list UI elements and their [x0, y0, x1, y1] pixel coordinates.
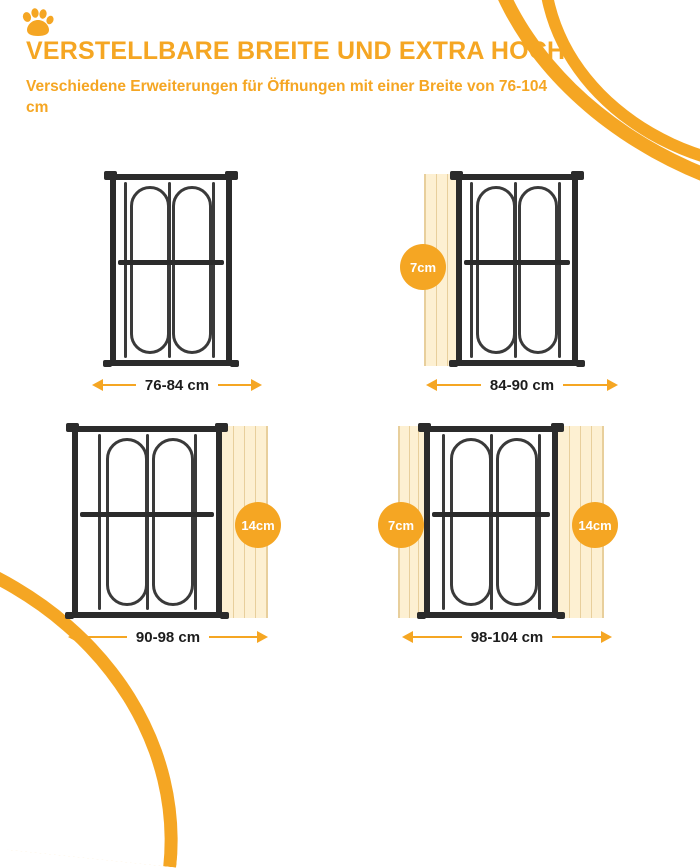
gate-arch — [450, 438, 492, 606]
wood-plank-line — [569, 426, 570, 618]
gate-post-right — [572, 174, 578, 366]
gate-frame-top — [424, 426, 558, 432]
dimension-arrow-right — [257, 631, 268, 643]
gate-bar — [98, 434, 101, 610]
gate-mount-screw — [220, 612, 229, 619]
gate-bar — [470, 182, 473, 358]
dimension-value: 90-98 cm — [127, 629, 209, 646]
panel-illustration — [352, 160, 692, 372]
panel-illustration — [10, 160, 350, 372]
gate-frame-bottom — [424, 612, 558, 618]
gate-mount-screw — [449, 360, 458, 367]
extension-callout-bubble: 7cm — [378, 502, 424, 548]
gate-mount-knob — [225, 171, 238, 180]
gate-bar — [558, 182, 561, 358]
gate-arch — [106, 438, 148, 606]
page-title: VERSTELLBARE BREITE UND EXTRA HOCH — [26, 37, 566, 65]
dimension-label-row — [426, 368, 618, 402]
gate-latch-bar — [432, 512, 550, 517]
panel-illustration — [10, 412, 350, 624]
diagram-panel-76-84 — [10, 160, 350, 410]
gate-frame-bottom — [72, 612, 222, 618]
gate-bar — [194, 434, 197, 610]
diagram-panel-90-98 — [10, 412, 350, 662]
gate-bar — [538, 434, 541, 610]
gate-arch — [152, 438, 194, 606]
dimension-label-row — [402, 620, 612, 654]
gate-post-left — [110, 174, 116, 366]
gate-mount-screw — [65, 612, 74, 619]
gate-post-left — [424, 426, 430, 618]
gate-post-right — [216, 426, 222, 618]
gate-frame-bottom — [110, 360, 232, 366]
gate-bar — [168, 182, 171, 358]
dimension-label-row — [68, 620, 268, 654]
gate-mount-screw — [230, 360, 239, 367]
wood-plank-line — [447, 174, 448, 366]
gate-arch — [496, 438, 538, 606]
gate-mount-knob — [450, 171, 463, 180]
wood-plank-line — [233, 426, 234, 618]
gate-latch-bar — [464, 260, 570, 265]
gate-arch — [518, 186, 558, 354]
gate-frame-top — [110, 174, 232, 180]
gate-latch-bar — [80, 512, 214, 517]
safety-gate — [72, 426, 222, 618]
safety-gate — [110, 174, 232, 366]
gate-post-left — [72, 426, 78, 618]
diagram-panel-98-104 — [352, 412, 692, 662]
gate-bar — [146, 434, 149, 610]
gate-mount-knob — [66, 423, 79, 432]
header — [26, 36, 566, 118]
gate-mount-knob — [104, 171, 117, 180]
gate-post-left — [456, 174, 462, 366]
gate-bar — [490, 434, 493, 610]
dimension-value: 76-84 cm — [136, 377, 218, 394]
diagram-panel-84-90 — [352, 160, 692, 410]
gate-post-right — [226, 174, 232, 366]
gate-bar — [124, 182, 127, 358]
extension-callout-bubble: 14cm — [235, 502, 281, 548]
gate-mount-screw — [103, 360, 112, 367]
gate-mount-knob — [418, 423, 431, 432]
gate-arch — [130, 186, 170, 354]
gate-frame-bottom — [456, 360, 578, 366]
paw-print-icon — [20, 8, 54, 38]
extension-callout-bubble: 7cm — [400, 244, 446, 290]
gate-arch — [476, 186, 516, 354]
gate-mount-knob — [571, 171, 584, 180]
gate-frame-top — [456, 174, 578, 180]
gate-mount-screw — [417, 612, 426, 619]
dimension-value: 84-90 cm — [481, 377, 563, 394]
gate-mount-screw — [556, 612, 565, 619]
dimension-arrow-right — [251, 379, 262, 391]
gate-bar — [514, 182, 517, 358]
safety-gate — [424, 426, 558, 618]
safety-gate — [456, 174, 578, 366]
gate-frame-top — [72, 426, 222, 432]
gate-bar — [212, 182, 215, 358]
gate-mount-screw — [576, 360, 585, 367]
page-subtitle: Verschiedene Erweiterungen für Öffnungen mit einer Breite von 76-104 cm — [26, 77, 548, 116]
gate-post-right — [552, 426, 558, 618]
gate-latch-bar — [118, 260, 224, 265]
gate-bar — [442, 434, 445, 610]
gate-mount-knob — [215, 423, 228, 432]
dimension-label-row — [92, 368, 262, 402]
dimension-value: 98-104 cm — [462, 629, 553, 646]
dimension-arrow-right — [601, 631, 612, 643]
gate-arch — [172, 186, 212, 354]
gate-mount-knob — [551, 423, 564, 432]
panel-illustration — [352, 412, 692, 624]
diagram-grid — [0, 160, 700, 680]
dimension-arrow-right — [607, 379, 618, 391]
extension-callout-bubble: 14cm — [572, 502, 618, 548]
